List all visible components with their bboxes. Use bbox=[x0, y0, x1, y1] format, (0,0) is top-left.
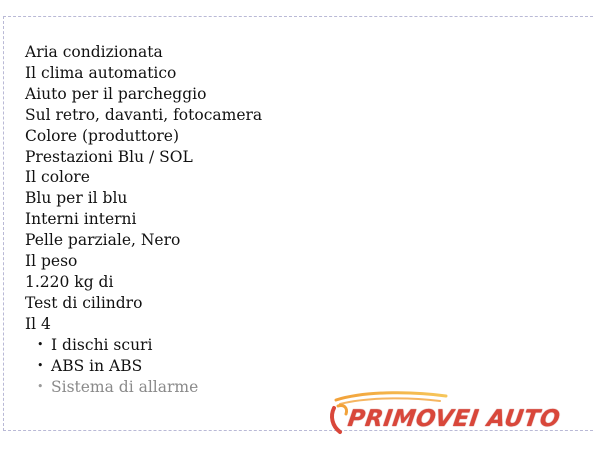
spec-parking-aid-value: Sul retro, davanti, fotocamera bbox=[25, 105, 263, 124]
spec-color-value: Blu per il blu bbox=[25, 189, 128, 208]
bullet-icon: • bbox=[37, 379, 44, 393]
spec-weight-value: 1.220 kg di bbox=[25, 272, 114, 291]
spec-color: Il colore bbox=[25, 168, 90, 187]
spec-interior-value: Pelle parziale, Nero bbox=[25, 231, 181, 250]
feature-tinted-windows: I dischi scuri bbox=[51, 335, 153, 354]
dealer-logo-text: PRIMOVEI AUTO bbox=[346, 406, 562, 432]
spec-climate-control: Il clima automatico bbox=[25, 63, 177, 82]
list-item bbox=[25, 356, 262, 377]
spec-cylinders-value: Il 4 bbox=[25, 314, 51, 333]
spec-interior: Interni interni bbox=[25, 210, 137, 229]
list-item bbox=[25, 335, 262, 356]
feature-abs: ABS in ABS bbox=[51, 356, 143, 375]
spec-list bbox=[25, 42, 262, 397]
feature-alarm-system: Sistema di allarme bbox=[51, 377, 199, 396]
spec-color-manufacturer-value: Prestazioni Blu / SOL bbox=[25, 147, 193, 166]
dealer-logo bbox=[328, 386, 600, 436]
bullet-icon: • bbox=[37, 358, 44, 372]
spec-color-manufacturer: Colore (produttore) bbox=[25, 126, 180, 145]
bullet-icon: • bbox=[37, 337, 44, 351]
list-item bbox=[25, 377, 262, 398]
spec-weight: Il peso bbox=[25, 252, 78, 271]
spec-parking-aid: Aiuto per il parcheggio bbox=[25, 84, 207, 103]
spec-air-conditioning: Aria condizionata bbox=[25, 43, 163, 61]
spec-cylinders: Test di cilindro bbox=[25, 293, 143, 312]
